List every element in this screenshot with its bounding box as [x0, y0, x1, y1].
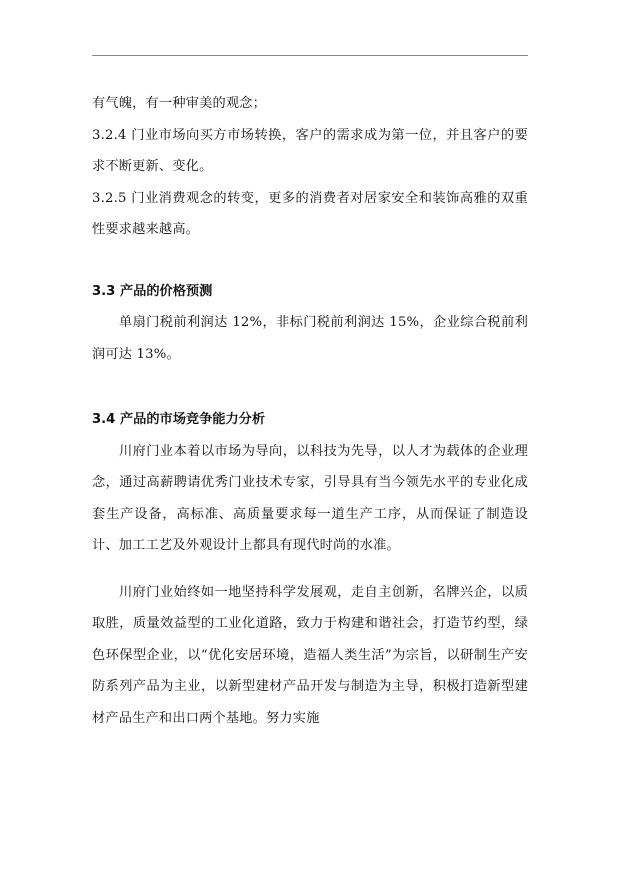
document-body	[92, 88, 528, 734]
heading-3-3: 3.3 产品的价格预测	[92, 283, 213, 299]
paragraph-competitiveness-2: 川府门业始终如一地坚持科学发展观，走自主创新，名牌兴企，以质取胜，质量效益型的工业化道路，致力于构建和谐社会，打造节约型，绿色环保型企业，以“优化安居环境，造福人类生活”为宗旨，以研制生产安防系列产品为主业，以新型建材产品开发与制造为主导，积极打造新型建材产品生产和出口两个基地。努力实施	[92, 584, 528, 726]
paragraph-3-2-4: 3.2.4 门业市场向买方市场转换，客户的需求成为第一位，并且客户的要求不断更新、变化。	[92, 127, 528, 174]
paragraph-price-forecast: 单扇门税前利润达 12%，非标门税前利润达 15%，企业综合税前利润可达 13%。	[92, 315, 528, 362]
heading-3-4: 3.4 产品的市场竞争能力分析	[92, 412, 266, 427]
paragraph-competitiveness-1: 川府门业本着以市场为导向，以科技为先导，以人才为载体的企业理念，通过高薪聘请优秀门业技术专家，引导具有当今领先水平的专业化成套生产设备，高标准、高质量要求每一道生产工序，从而保证了制造设计、加工工艺及外观设计上都具有现代时尚的水准。	[92, 443, 528, 553]
header-rule	[92, 55, 528, 56]
paragraph-3-2-5: 3.2.5 门业消费观念的转变，更多的消费者对居家安全和装饰高雅的双重性要求越来越高。	[92, 190, 528, 237]
paragraph-1: 有气魄，有一种审美的观念；	[92, 96, 267, 111]
